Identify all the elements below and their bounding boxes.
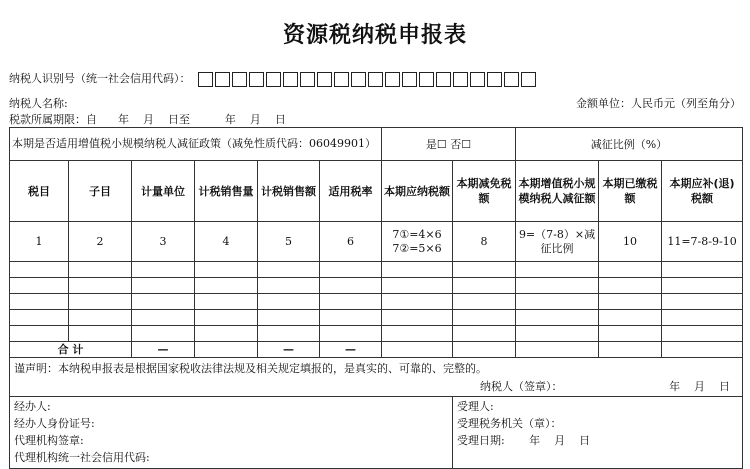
agent-id-label: 经办人身份证号: bbox=[14, 417, 95, 430]
taxpayer-id-boxes[interactable] bbox=[198, 72, 536, 87]
table-row bbox=[10, 262, 743, 278]
entry-cell[interactable] bbox=[10, 294, 69, 310]
entry-cell[interactable] bbox=[258, 262, 320, 278]
receiver-section bbox=[453, 397, 743, 469]
agent-label: 经办人: bbox=[14, 400, 51, 413]
col-number: 1 bbox=[10, 222, 69, 262]
entry-cell[interactable] bbox=[516, 294, 599, 310]
entry-cell[interactable] bbox=[516, 326, 599, 342]
col-number: 11=7-8-9-10 bbox=[662, 222, 743, 262]
id-digit-box[interactable] bbox=[283, 72, 298, 87]
entry-cell[interactable] bbox=[453, 294, 516, 310]
total-dash: — bbox=[258, 342, 320, 358]
id-digit-box[interactable] bbox=[436, 72, 451, 87]
entry-cell[interactable] bbox=[382, 326, 453, 342]
id-digit-box[interactable] bbox=[470, 72, 485, 87]
entry-cell[interactable] bbox=[132, 310, 195, 326]
formula-line: 7②=5×6 bbox=[392, 241, 442, 255]
col-header: 本期应补(退)税额 bbox=[662, 161, 743, 222]
col-number: 9=（7-8）×减征比例 bbox=[516, 222, 599, 262]
id-digit-box[interactable] bbox=[232, 72, 247, 87]
receive-date-label: 受理日期: 年 月 日 bbox=[457, 434, 591, 447]
declaration-text: 谨声明：本纳税申报表是根据国家税收法律法规及相关规定填报的，是真实的、可靠的、完整的。 bbox=[14, 362, 487, 375]
entry-cell[interactable] bbox=[453, 326, 516, 342]
entry-cell[interactable] bbox=[453, 278, 516, 294]
entry-cell[interactable] bbox=[258, 326, 320, 342]
col-header: 本期减免税额 bbox=[453, 161, 516, 222]
entry-cell[interactable] bbox=[453, 310, 516, 326]
col-header: 本期增值税小规模纳税人减征额 bbox=[516, 161, 599, 222]
entry-cell[interactable] bbox=[599, 310, 662, 326]
entry-cell[interactable] bbox=[516, 262, 599, 278]
col-header: 本期已缴税额 bbox=[599, 161, 662, 222]
col-header: 计量单位 bbox=[132, 161, 195, 222]
signature-date: 年 月 日 bbox=[669, 380, 731, 393]
entry-cell[interactable] bbox=[599, 262, 662, 278]
total-cell[interactable] bbox=[599, 342, 662, 358]
table-row bbox=[10, 294, 743, 310]
reduction-ratio-label: 减征比例（%） bbox=[516, 128, 743, 161]
entry-cell[interactable] bbox=[662, 326, 743, 342]
entry-cell[interactable] bbox=[10, 326, 69, 342]
taxpayer-name-label: 纳税人名称: bbox=[9, 97, 68, 110]
col-number: 4 bbox=[195, 222, 258, 262]
table-row bbox=[10, 278, 743, 294]
col-number: 5 bbox=[258, 222, 320, 262]
total-row bbox=[10, 342, 743, 358]
entry-cell[interactable] bbox=[382, 310, 453, 326]
form-title: 资源税纳税申报表 bbox=[282, 23, 467, 48]
entry-cell[interactable] bbox=[10, 262, 69, 278]
signature-label: 纳税人（签章）： bbox=[480, 380, 563, 393]
entry-cell[interactable] bbox=[69, 326, 132, 342]
id-digit-box[interactable] bbox=[317, 72, 332, 87]
total-cell[interactable] bbox=[382, 342, 453, 358]
id-digit-box[interactable] bbox=[351, 72, 366, 87]
entry-cell[interactable] bbox=[258, 294, 320, 310]
entry-cell[interactable] bbox=[662, 310, 743, 326]
declaration-cell bbox=[10, 358, 743, 397]
total-label: 合 计 bbox=[10, 342, 132, 358]
policy-question: 本期是否适用增值税小规模纳税人减征政策（减免性质代码：06049901） bbox=[10, 128, 382, 161]
total-cell[interactable] bbox=[662, 342, 743, 358]
id-digit-box[interactable] bbox=[334, 72, 349, 87]
agency-code-label: 代理机构统一社会信用代码: bbox=[14, 451, 150, 464]
entry-cell[interactable] bbox=[258, 310, 320, 326]
id-digit-box[interactable] bbox=[385, 72, 400, 87]
entry-cell[interactable] bbox=[195, 326, 258, 342]
entry-cell[interactable] bbox=[662, 262, 743, 278]
entry-cell[interactable] bbox=[516, 278, 599, 294]
id-digit-box[interactable] bbox=[266, 72, 281, 87]
entry-cell[interactable] bbox=[320, 326, 382, 342]
entry-cell[interactable] bbox=[382, 278, 453, 294]
agent-section bbox=[10, 397, 453, 469]
entry-cell[interactable] bbox=[320, 294, 382, 310]
entry-cell[interactable] bbox=[195, 262, 258, 278]
entry-cell[interactable] bbox=[10, 310, 69, 326]
col-header: 本期应纳税额 bbox=[382, 161, 453, 222]
tax-period-label: 税款所属期限：自 年 月 日至 年 月 日 bbox=[9, 113, 286, 126]
formula-line: 7①=4×6 bbox=[392, 227, 442, 241]
col-number: 6 bbox=[320, 222, 382, 262]
id-digit-box[interactable] bbox=[419, 72, 434, 87]
id-digit-box[interactable] bbox=[504, 72, 519, 87]
id-digit-box[interactable] bbox=[521, 72, 536, 87]
entry-cell[interactable] bbox=[195, 310, 258, 326]
agency-seal-label: 代理机构签章: bbox=[14, 434, 84, 447]
entry-cell[interactable] bbox=[10, 278, 69, 294]
total-cell[interactable] bbox=[453, 342, 516, 358]
total-cell[interactable] bbox=[516, 342, 599, 358]
col-number: 3 bbox=[132, 222, 195, 262]
entry-cell[interactable] bbox=[662, 294, 743, 310]
yes-no-checkboxes[interactable]: 是☐ 否☐ bbox=[382, 128, 516, 161]
col-number: 2 bbox=[69, 222, 132, 262]
id-digit-box[interactable] bbox=[215, 72, 230, 87]
entry-cell[interactable] bbox=[69, 294, 132, 310]
entry-cell[interactable] bbox=[132, 326, 195, 342]
entry-cell[interactable] bbox=[599, 326, 662, 342]
entry-cell[interactable] bbox=[195, 278, 258, 294]
entry-cell[interactable] bbox=[132, 262, 195, 278]
entry-cell[interactable] bbox=[453, 262, 516, 278]
entry-cell[interactable] bbox=[132, 294, 195, 310]
col-header: 计税销售量 bbox=[195, 161, 258, 222]
entry-cell[interactable] bbox=[382, 294, 453, 310]
table-row bbox=[10, 310, 743, 326]
id-digit-box[interactable] bbox=[198, 72, 213, 87]
taxpayer-id-line bbox=[9, 70, 536, 87]
col-header: 子目 bbox=[69, 161, 132, 222]
col-number: 10 bbox=[599, 222, 662, 262]
entry-cell[interactable] bbox=[132, 278, 195, 294]
col-number bbox=[382, 222, 453, 262]
total-cell[interactable] bbox=[195, 342, 258, 358]
table-row bbox=[10, 326, 743, 342]
id-digit-box[interactable] bbox=[368, 72, 383, 87]
entry-cell[interactable] bbox=[69, 278, 132, 294]
declaration-table bbox=[9, 127, 743, 469]
receiver-label: 受理人: bbox=[457, 400, 494, 413]
id-digit-box[interactable] bbox=[249, 72, 264, 87]
id-digit-box[interactable] bbox=[453, 72, 468, 87]
entry-cell[interactable] bbox=[320, 278, 382, 294]
total-dash: — bbox=[132, 342, 195, 358]
col-header: 适用税率 bbox=[320, 161, 382, 222]
entry-cell[interactable] bbox=[258, 278, 320, 294]
entry-cell[interactable] bbox=[382, 262, 453, 278]
entry-cell[interactable] bbox=[69, 262, 132, 278]
entry-cell[interactable] bbox=[320, 310, 382, 326]
entry-cell[interactable] bbox=[195, 294, 258, 310]
col-header: 计税销售额 bbox=[258, 161, 320, 222]
entry-cell[interactable] bbox=[69, 310, 132, 326]
col-number: 8 bbox=[453, 222, 516, 262]
id-digit-box[interactable] bbox=[487, 72, 502, 87]
entry-cell[interactable] bbox=[320, 262, 382, 278]
currency-unit: 金额单位：人民币元（列至角分） bbox=[576, 97, 741, 110]
total-dash: — bbox=[320, 342, 382, 358]
taxpayer-id-label: 纳税人识别号（统一社会信用代码）： bbox=[9, 72, 191, 85]
entry-cell[interactable] bbox=[599, 278, 662, 294]
id-digit-box[interactable] bbox=[300, 72, 315, 87]
id-digit-box[interactable] bbox=[402, 72, 417, 87]
entry-cell[interactable] bbox=[599, 294, 662, 310]
tax-office-label: 受理税务机关（章）： bbox=[457, 417, 562, 430]
col-header: 税目 bbox=[10, 161, 69, 222]
entry-cell[interactable] bbox=[662, 278, 743, 294]
entry-cell[interactable] bbox=[516, 310, 599, 326]
